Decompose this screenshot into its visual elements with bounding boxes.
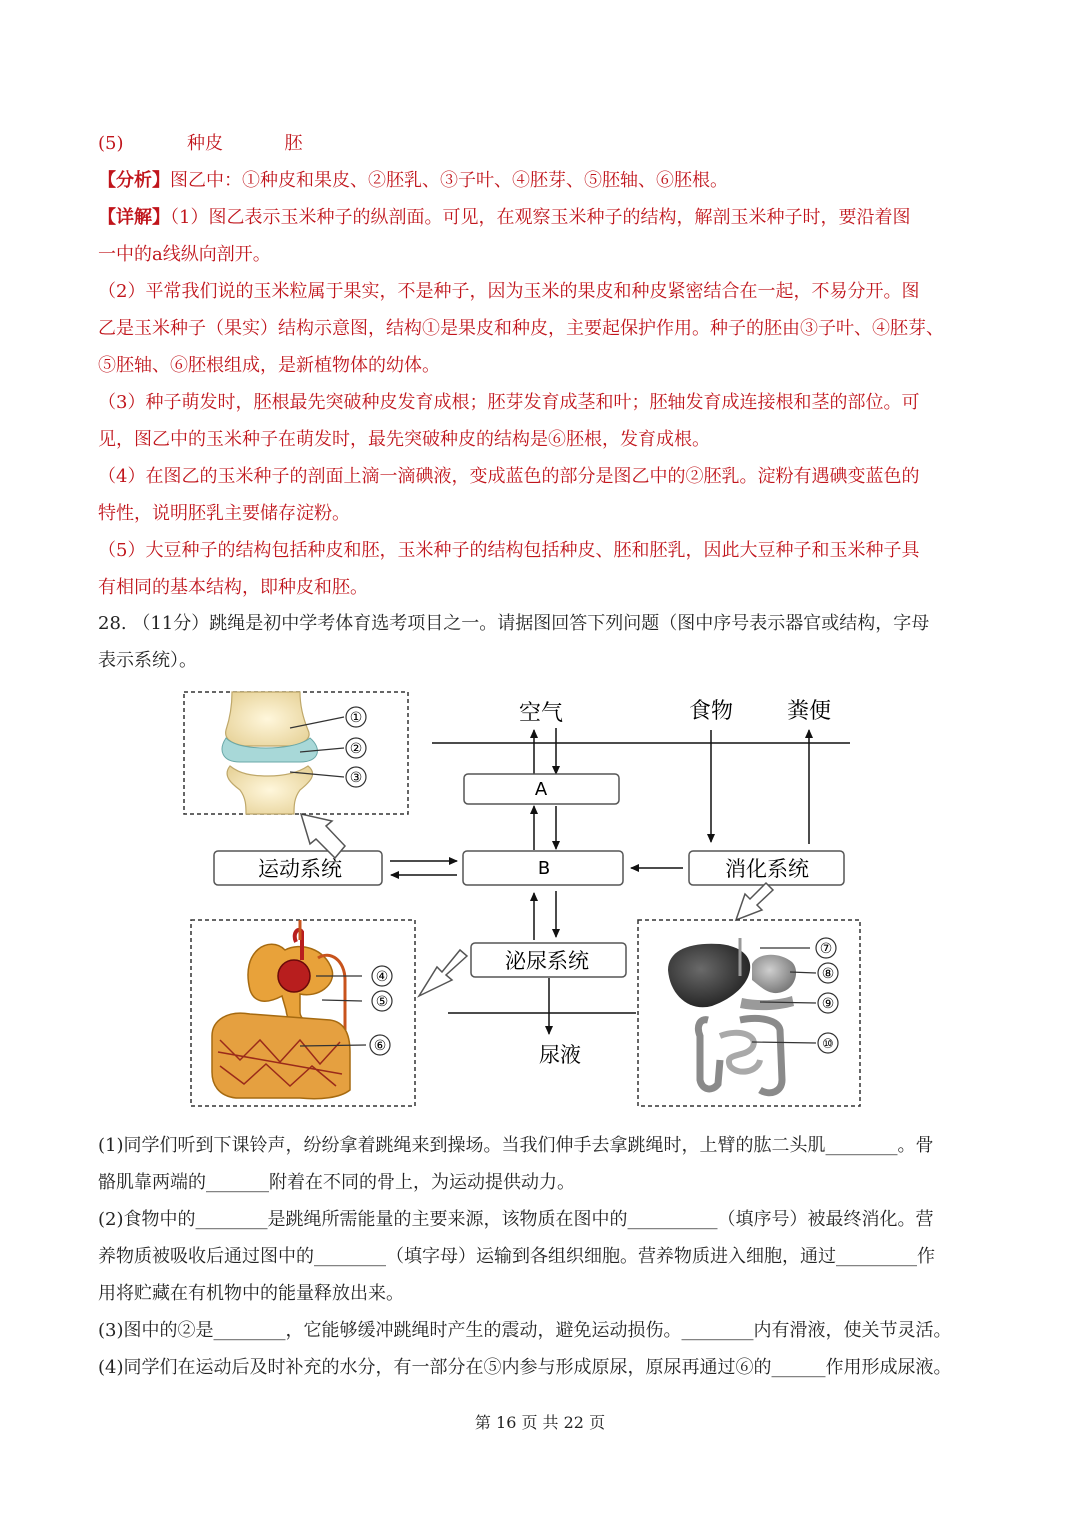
label-urine: 尿液 — [539, 1043, 581, 1067]
detail-text: 一中的a线纵向剖开。 — [98, 244, 271, 265]
detail-text: （4）在图乙的玉米种子的剖面上滴一滴碘液，变成蓝色的部分是图乙中的②胚乳。淀粉有遇碘变蓝色的 — [98, 466, 920, 487]
digestive-organs-illustration — [668, 938, 796, 1093]
detail-line — [98, 280, 919, 304]
body-systems-diagram — [0, 680, 1080, 1120]
system-a-label: A — [534, 779, 548, 800]
detail-text: （3）种子萌发时，胚根最先突破种皮发育成根；胚芽发育成茎和叶；胚轴发育成连接根和茎的部位。可 — [98, 392, 920, 413]
answer-5-line — [98, 132, 302, 156]
detail-text: 有相同的基本结构，即种皮和胚。 — [98, 577, 368, 598]
joint-num-3: ③ — [349, 770, 363, 786]
analysis-line — [98, 169, 728, 193]
nephron-illustration — [212, 920, 350, 1099]
detail-line — [98, 243, 271, 267]
detail-text: （2）平常我们说的玉米粒属于果实，不是种子，因为玉米的果皮和种皮紧密结合在一起，不易分开。图 — [98, 281, 920, 302]
detail-line — [98, 317, 944, 341]
detail-text: 乙是玉米种子（果实）结构示意图，结构①是果皮和种皮，主要起保护作用。种子的胚由③子叶、④胚芽、 — [98, 318, 944, 339]
organ-num-9: ⑨ — [821, 996, 835, 1012]
page-footer: 第 16 页 共 22 页 — [474, 1413, 606, 1432]
detail-line — [98, 576, 368, 600]
urinary-system-label: 泌尿系统 — [505, 949, 589, 973]
sub-question-line: 用将贮藏在有机物中的能量释放出来。 — [98, 1283, 404, 1304]
detail-line — [98, 539, 919, 563]
detail-text: 特性，说明胚乳主要储存淀粉。 — [98, 503, 350, 524]
nephron-num-5: ⑤ — [375, 994, 389, 1010]
nephron-num-6: ⑥ — [373, 1038, 387, 1054]
analysis-text: 图乙中：①种皮和果皮、②胚乳、③子叶、④胚芽、⑤胚轴、⑥胚根。 — [170, 170, 728, 191]
detail-tag: 【详解】 — [98, 207, 170, 228]
motor-system-label: 运动系统 — [258, 857, 342, 881]
detail-line — [98, 465, 919, 489]
nephron-num-4: ④ — [375, 969, 389, 985]
answer-5-a1: 种皮 — [186, 133, 223, 154]
hollow-arrow-digestive-to-organs — [736, 883, 773, 920]
label-air: 空气 — [518, 701, 564, 726]
detail-line — [98, 391, 919, 415]
detail-text: （5）大豆种子的结构包括种皮和胚，玉米种子的结构包括种皮、胚和胚乳，因此大豆种子和玉米种子具 — [98, 540, 920, 561]
organ-num-8: ⑧ — [821, 966, 835, 982]
detail-line — [98, 354, 440, 378]
hollow-arrow-urinary-to-nephron — [419, 950, 467, 996]
label-food: 食物 — [688, 699, 734, 724]
organ-num-7: ⑦ — [819, 941, 833, 957]
answer-5-a2: 胚 — [284, 133, 303, 154]
digestive-system-label: 消化系统 — [725, 857, 809, 881]
detail-text: ⑤胚轴、⑥胚根组成，是新植物体的幼体。 — [98, 355, 440, 376]
question-28-line-2: 表示系统）。 — [98, 650, 197, 671]
leader-10 — [752, 1042, 816, 1043]
sub-question-line: 养物质被吸收后通过图中的________（填字母）运输到各组织细胞。营养物质进入细胞，通过_________作 — [98, 1246, 935, 1267]
sub-question-line: (2)食物中的________是跳绳所需能量的主要来源，该物质在图中的__________（填序号）被最终消化。营 — [98, 1209, 934, 1230]
system-b-label: B — [537, 858, 551, 879]
joint-num-2: ② — [349, 741, 363, 757]
organ-num-10: ⑩ — [822, 1037, 834, 1052]
detail-text: 见，图乙中的玉米种子在萌发时，最先突破种皮的结构是⑥胚根，发育成根。 — [98, 429, 710, 450]
detail-line — [98, 502, 350, 526]
answer-5-num: (5) — [98, 133, 124, 154]
sub-question-line: (1)同学们听到下课铃声，纷纷拿着跳绳来到操场。当我们伸手去拿跳绳时，上臂的肱二头肌________。骨 — [98, 1135, 934, 1156]
detail-line — [98, 206, 910, 230]
knee-joint-illustration — [222, 692, 317, 814]
detail-text: （1）图乙表示玉米种子的纵剖面。可见，在观察玉米种子的结构，解剖玉米种子时，要沿着图 — [170, 207, 911, 228]
label-feces: 粪便 — [786, 699, 832, 724]
detail-line — [98, 428, 710, 452]
leader-5 — [322, 1000, 362, 1001]
joint-num-1: ① — [349, 710, 363, 726]
sub-question-line: (3)图中的②是________，它能够缓冲跳绳时产生的震动，避免运动损伤。________内有滑液，使关节灵活。 — [98, 1320, 952, 1341]
sub-question-line: 骼肌靠两端的_______附着在不同的骨上，为运动提供动力。 — [98, 1172, 575, 1193]
analysis-tag: 【分析】 — [98, 170, 170, 191]
sub-question-line: (4)同学们在运动后及时补充的水分，有一部分在⑤内参与形成原尿，原尿再通过⑥的______作用形成尿液。 — [98, 1357, 952, 1378]
question-28-line-1: 28. （11分）跳绳是初中学考体育选考项目之一。请据图回答下列问题（图中序号表示器官或结构，字母 — [98, 613, 930, 634]
